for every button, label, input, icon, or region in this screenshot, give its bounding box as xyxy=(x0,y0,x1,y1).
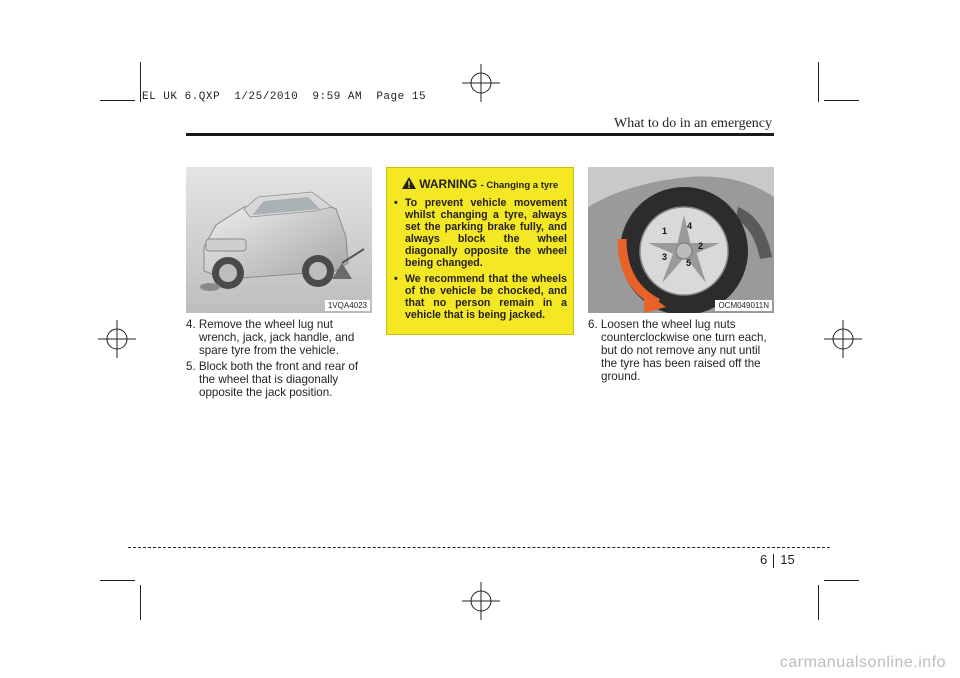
step-6-text: 6. Loosen the wheel lug nuts counterclockwise one turn each, but do not remove any nut until the tyre has been raised off the ground. xyxy=(588,318,767,383)
header-rule xyxy=(186,133,774,136)
chapter-number: 6 xyxy=(760,552,768,567)
crop-mark xyxy=(140,585,141,620)
right-steps xyxy=(588,318,774,383)
figure-code: 1VQA4023 xyxy=(325,300,370,311)
registration-target-icon xyxy=(462,582,500,620)
left-steps xyxy=(186,318,372,399)
crop-mark xyxy=(824,580,859,581)
lug-number-3: 3 xyxy=(662,252,668,262)
lug-number-4: 4 xyxy=(687,221,693,231)
page-separator xyxy=(773,554,774,568)
lug-number-2: 2 xyxy=(698,241,704,251)
car-on-jack-figure xyxy=(186,167,372,313)
page-number xyxy=(760,552,795,568)
crop-mark xyxy=(140,62,141,102)
watermark: carmanualsonline.info xyxy=(779,654,946,671)
step-5-text: 5. Block both the front and rear of the wheel that is diagonally opposite the jack position. xyxy=(186,360,359,399)
crop-mark xyxy=(100,580,135,581)
figure-code: OCM049011N xyxy=(715,300,772,311)
warning-heading xyxy=(387,177,573,191)
lug-number-5: 5 xyxy=(686,258,692,268)
page-number-value: 15 xyxy=(780,552,795,567)
registration-target-icon xyxy=(98,320,136,358)
crop-mark xyxy=(100,100,135,101)
lug-number-1: 1 xyxy=(662,226,668,236)
wheel-lug-nuts-figure xyxy=(588,167,774,313)
warning-item: • We recommend that the wheels of the vehicle be chocked, and that no person remain in a vehicle that is being jacked. xyxy=(393,273,567,321)
section-title: What to do in an emergency xyxy=(614,116,772,131)
warning-title: WARNING xyxy=(419,177,478,191)
crop-mark xyxy=(818,585,819,620)
crop-mark xyxy=(818,62,819,102)
warning-triangle-icon xyxy=(402,177,416,189)
crop-mark xyxy=(824,100,859,101)
footer-rule xyxy=(128,547,830,548)
warning-subtitle: - Changing a tyre xyxy=(480,180,559,191)
registration-target-icon xyxy=(462,64,500,102)
warning-list xyxy=(393,197,567,321)
warning-item: • To prevent vehicle movement whilst changing a tyre, always set the parking brake fully, and always block the wheel diagonally opposite the wheel being changed. xyxy=(393,197,567,269)
registration-target-icon xyxy=(824,320,862,358)
print-slug: EL UK 6.QXP 1/25/2010 9:59 AM Page 15 xyxy=(142,91,427,103)
warning-box xyxy=(386,167,574,335)
step-4-text: 4. Remove the wheel lug nut wrench, jack, jack handle, and spare tyre from the vehicle. xyxy=(186,318,355,357)
